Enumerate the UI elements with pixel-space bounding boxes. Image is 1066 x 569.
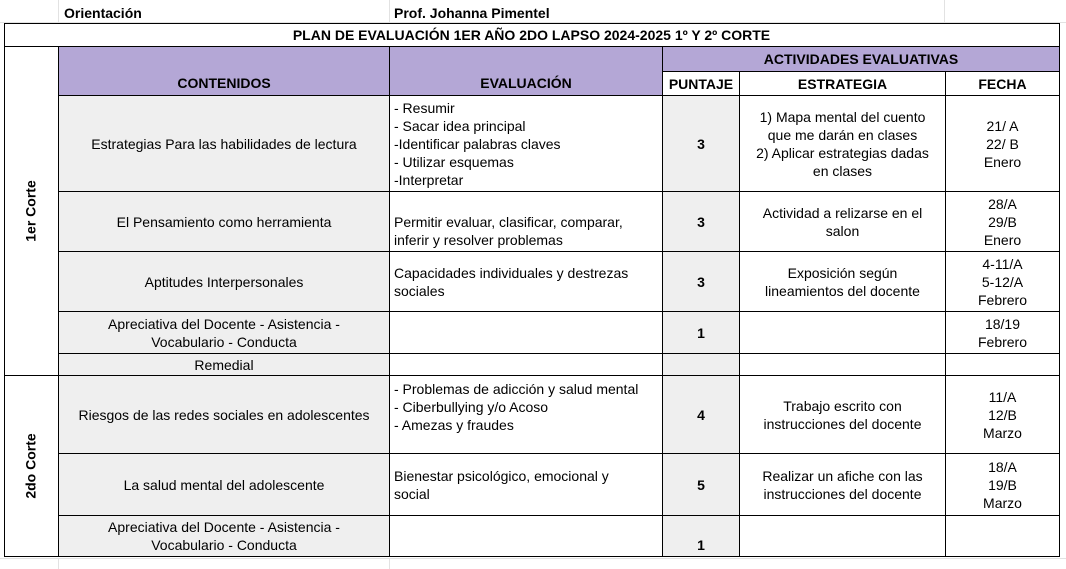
row-6-puntaje: 4: [663, 376, 740, 454]
row-2-contenido: El Pensamiento como herramienta: [59, 192, 390, 252]
row-1-evaluacion: - Resumir - Sacar idea principal -Identificar palabras claves - Utilizar esquemas -Interpretar: [390, 96, 663, 192]
row-8-evaluacion: [390, 516, 663, 557]
gridline: [944, 0, 945, 23]
row-3-evaluacion: Capacidades individuales y destrezas sociales: [390, 252, 663, 312]
row-6-contenido: Riesgos de las redes sociales en adolescentes: [59, 376, 390, 454]
gridline: [389, 558, 390, 569]
row-4-fecha: 18/19 Febrero: [946, 312, 1060, 354]
header-estrategia: ESTRATEGIA: [740, 72, 946, 96]
row-4-puntaje: 1: [663, 312, 740, 354]
row-1-estrategia: 1) Mapa mental del cuento que me darán en clases 2) Aplicar estrategias dadas en clases: [740, 96, 946, 192]
row-7-puntaje: 5: [663, 454, 740, 516]
header-evaluacion: EVALUACIÓN: [390, 47, 663, 96]
row-4-estrategia: [740, 312, 946, 354]
row-7-contenido: La salud mental del adolescente: [59, 454, 390, 516]
row-1-puntaje: 3: [663, 96, 740, 192]
row-6-evaluacion: - Problemas de adicción y salud mental - Ciberbullying y/o Acoso - Amezas y fraudes: [390, 376, 663, 454]
row-7-estrategia: Realizar un afiche con las instrucciones del docente: [740, 454, 946, 516]
row-2-evaluacion: Permitir evaluar, clasificar, comparar, inferir y resolver problemas: [390, 192, 663, 252]
teacher-label: Prof. Johanna Pimentel: [394, 5, 550, 21]
row-5-evaluacion: [390, 354, 663, 376]
corte-1-label: 1er Corte: [23, 180, 39, 242]
corte-2-cell: [4, 376, 59, 557]
row-3-fecha: 4-11/A 5-12/A Febrero: [946, 252, 1060, 312]
subject-label: Orientación: [64, 5, 142, 21]
row-8-contenido: Apreciativa del Docente - Asistencia - Vocabulario - Conducta: [59, 516, 390, 557]
gridline: [0, 558, 1066, 559]
row-8-fecha: [946, 516, 1060, 557]
header-fecha: FECHA: [946, 72, 1060, 96]
row-3-puntaje: 3: [663, 252, 740, 312]
row-2-puntaje: 3: [663, 192, 740, 252]
row-5-fecha: [946, 354, 1060, 376]
gridline: [58, 558, 59, 569]
row-4-evaluacion: [390, 312, 663, 354]
gridline: [389, 0, 390, 23]
row-7-evaluacion: Bienestar psicológico, emocional y social: [390, 454, 663, 516]
row-1-fecha: 21/ A 22/ B Enero: [946, 96, 1060, 192]
row-8-estrategia: [740, 516, 946, 557]
header-puntaje: PUNTAJE: [663, 72, 740, 96]
header-actividades: ACTIVIDADES EVALUATIVAS: [663, 47, 1060, 72]
gridline: [58, 0, 59, 23]
row-2-fecha: 28/A 29/B Enero: [946, 192, 1060, 252]
row-5-contenido: Remedial: [59, 354, 390, 376]
plan-title: PLAN DE EVALUACIÓN 1ER AÑO 2DO LAPSO 2024-2025 1º Y 2º CORTE: [4, 23, 1060, 47]
row-5-estrategia: [740, 354, 946, 376]
row-5-puntaje: [663, 354, 740, 376]
row-6-fecha: 11/A 12/B Marzo: [946, 376, 1060, 454]
header-contenidos: CONTENIDOS: [59, 47, 390, 96]
row-2-estrategia: Actividad a relizarse en el salon: [740, 192, 946, 252]
row-8-puntaje: 1: [663, 516, 740, 557]
row-4-contenido: Apreciativa del Docente - Asistencia - Vocabulario - Conducta: [59, 312, 390, 354]
row-1-contenido: Estrategias Para las habilidades de lectura: [59, 96, 390, 192]
corte-1-cell: [4, 47, 59, 376]
row-3-estrategia: Exposición según lineamientos del docente: [740, 252, 946, 312]
corte-2-label: 2do Corte: [23, 433, 39, 499]
row-6-estrategia: Trabajo escrito con instrucciones del docente: [740, 376, 946, 454]
row-7-fecha: 18/A 19/B Marzo: [946, 454, 1060, 516]
row-3-contenido: Aptitudes Interpersonales: [59, 252, 390, 312]
